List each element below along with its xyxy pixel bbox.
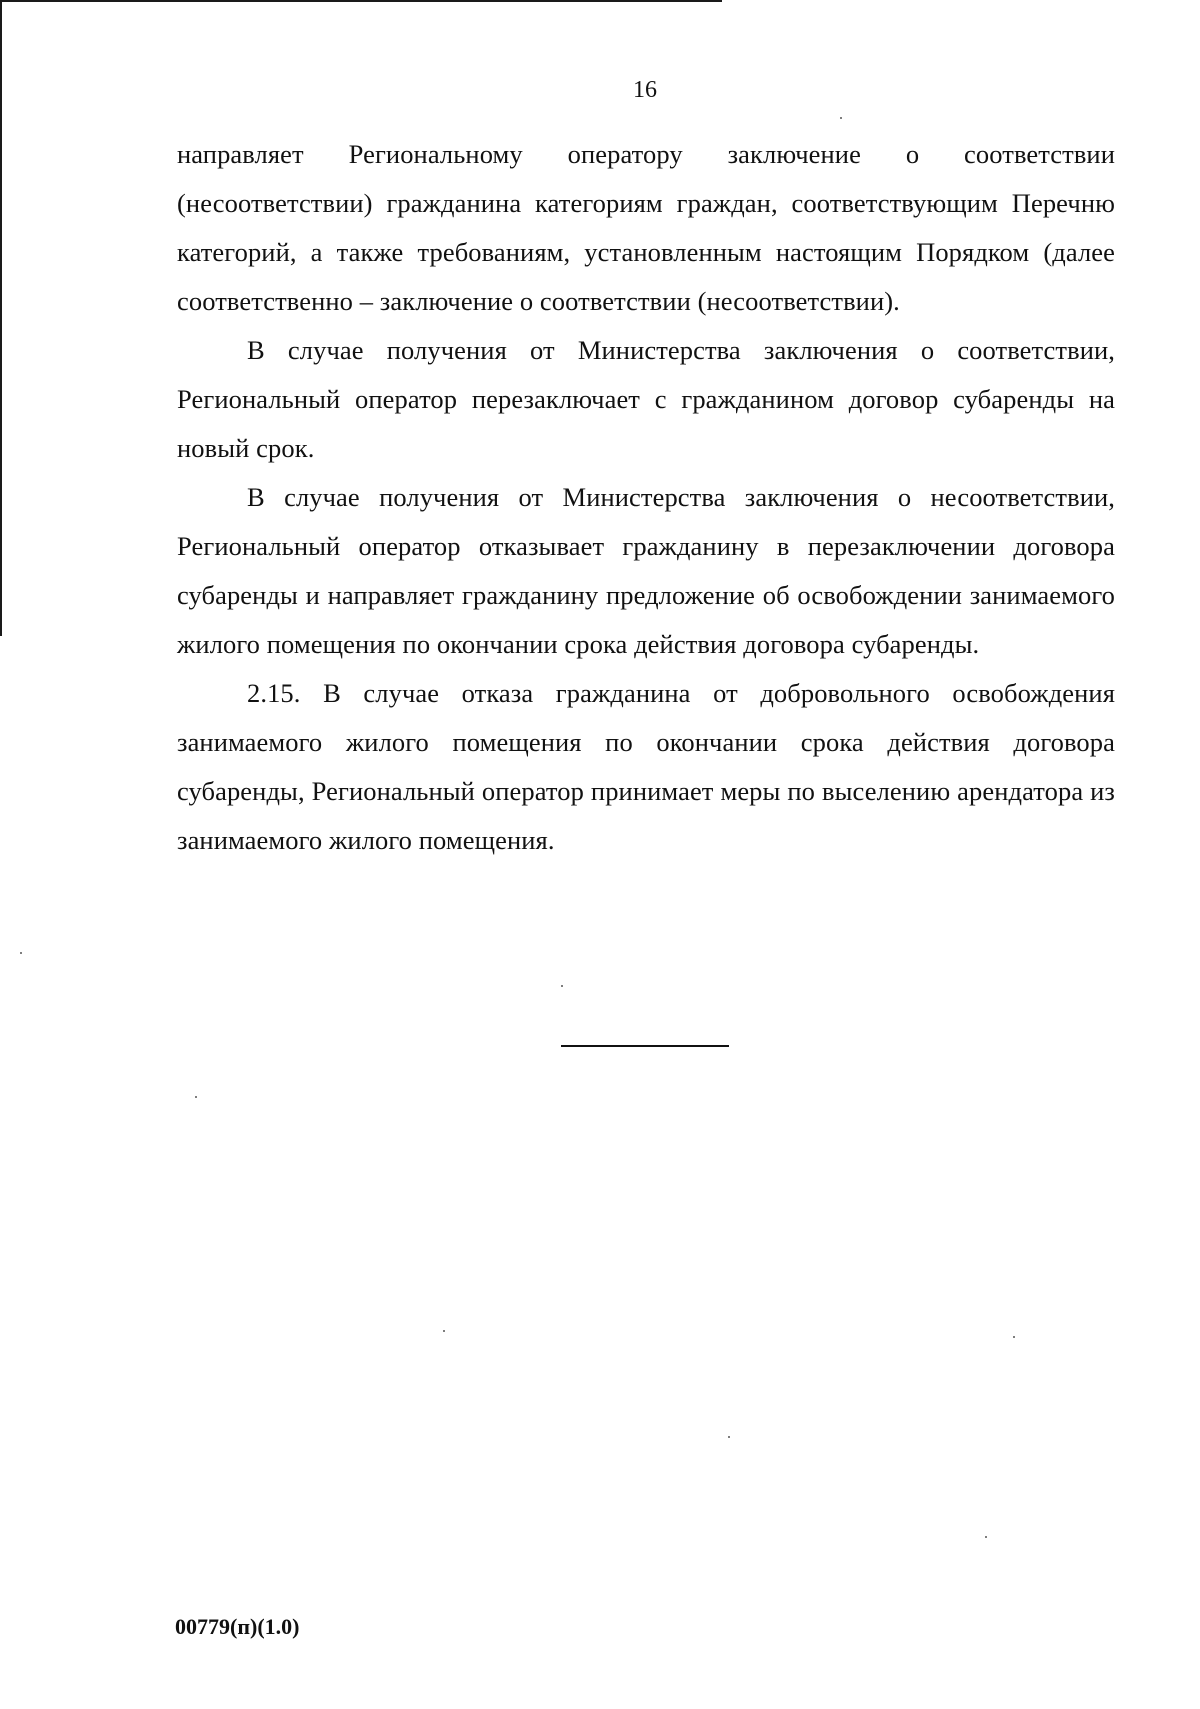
paragraph-compliance: В случае получения от Министерства заключения о соответствии, Региональный оператор перезаключает с гражданином договор субаренды на новый срок. bbox=[177, 335, 1115, 463]
document-code: 00779(п)(1.0) bbox=[175, 1614, 300, 1639]
page-number: 16 bbox=[633, 77, 657, 103]
scan-speck bbox=[20, 952, 22, 954]
end-separator-line bbox=[561, 1045, 729, 1047]
scan-edge-top bbox=[0, 0, 722, 2]
scan-speck bbox=[443, 1330, 445, 1332]
scan-speck bbox=[195, 1096, 197, 1098]
document-body bbox=[177, 130, 1115, 865]
paragraph-continuation: направляет Региональному оператору заключение о соответствии (несоответствии) гражданина категориям граждан, соответствующим Перечню категорий, а также требованиям, установленным настоящим Порядком (далее соответственно – заключение о соответствии (несоответствии). bbox=[177, 139, 1115, 316]
scan-speck bbox=[728, 1436, 730, 1438]
paragraph-noncompliance: В случае получения от Министерства заключения о несоответствии, Региональный оператор отказывает гражданину в перезаключении договора субаренды и направляет гражданину предложение об освобождении занимаемого жилого помещения по окончании срока действия договора субаренды. bbox=[177, 482, 1115, 659]
scan-speck bbox=[985, 1536, 987, 1538]
scan-speck bbox=[561, 985, 563, 987]
scan-speck bbox=[840, 117, 842, 119]
paragraph-2-15: 2.15. В случае отказа гражданина от добровольного освобождения занимаемого жилого помещения по окончании срока действия договора субаренды, Региональный оператор принимает меры по выселению арендатора из занимаемого жилого помещения. bbox=[177, 678, 1115, 855]
scan-speck bbox=[1013, 1336, 1015, 1338]
